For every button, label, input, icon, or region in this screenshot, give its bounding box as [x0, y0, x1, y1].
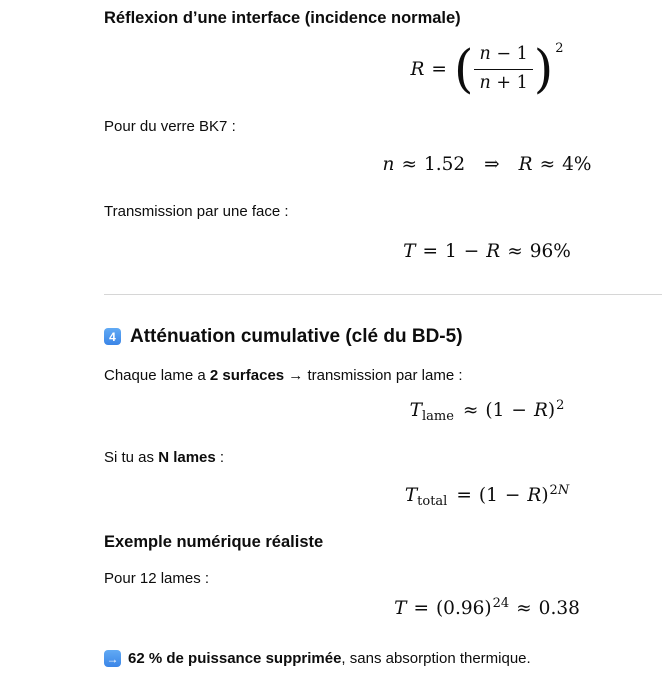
math-var: R: [410, 58, 425, 80]
formula-numeric-example: $T = (0.96)^{24} \approx 0.38$: [394, 596, 580, 619]
text-run: , sans absorption thermique.: [341, 650, 531, 667]
math-equals: =: [431, 58, 447, 80]
formula-transmission-face: T = 1 − R ≈ 96%: [403, 241, 571, 262]
text-run-bold: 62 % de puissance supprimée: [128, 650, 342, 667]
text-run: → transmission par lame :: [284, 367, 463, 384]
math-fraction: [474, 44, 532, 95]
section-divider: [104, 294, 662, 295]
formula-t-total: $T_{total} = (1 - R)^{2N}$: [404, 483, 570, 509]
math-var: R: [518, 154, 533, 175]
math-exponent: 24: [492, 596, 510, 611]
section-heading-attenuation: [104, 325, 463, 348]
math-implies-arrow: ⇒: [484, 154, 500, 175]
formula-reflection-coefficient: [104, 39, 662, 99]
right-arrow-icon: →: [104, 650, 121, 667]
big-paren-close: ): [533, 39, 554, 99]
formula-t-lame: $T_{lame} \approx (1 - R)^2$: [409, 398, 565, 424]
text-run: Chaque lame a: [104, 367, 210, 384]
section-heading-exemple: Exemple numérique réaliste: [104, 533, 324, 551]
paragraph-conclusion: [104, 649, 531, 668]
paragraph-transmission: Transmission par une face :: [104, 203, 289, 220]
math-subscript: lame: [421, 409, 454, 424]
math-exponent: 2: [556, 398, 565, 413]
paragraph-chaque-lame: [104, 366, 463, 385]
big-paren-open: (: [453, 39, 474, 99]
formula-n-implies-r: n ≈ 1.52 ⇒ R ≈ 4%: [382, 154, 592, 175]
math-var: n: [382, 154, 395, 175]
fraction-denominator: n + 1: [474, 69, 532, 95]
conclusion-text: [128, 649, 531, 668]
text-run-bold: 2 surfaces: [209, 367, 285, 384]
fraction-numerator: n − 1: [479, 44, 528, 64]
text-run-bold: N lames: [158, 449, 216, 466]
text-run: Si tu as: [104, 449, 159, 466]
keycap-4-icon: 4: [104, 328, 121, 345]
paragraph-12-lames: Pour 12 lames :: [104, 570, 210, 587]
math-subscript: total: [417, 494, 448, 509]
math-exponent: 2: [555, 41, 564, 56]
math-exponent: 2N: [549, 483, 570, 498]
paragraph-bk7: Pour du verre BK7 :: [104, 118, 236, 135]
formula-fraction-group: [410, 39, 564, 99]
section-heading-attenuation-label: Atténuation cumulative (clé du BD-5): [130, 326, 463, 347]
text-run: :: [215, 449, 225, 466]
paragraph-si-tu-as: [104, 448, 224, 467]
section-heading-reflexion: Réflexion d’une interface (incidence normale): [104, 9, 461, 27]
